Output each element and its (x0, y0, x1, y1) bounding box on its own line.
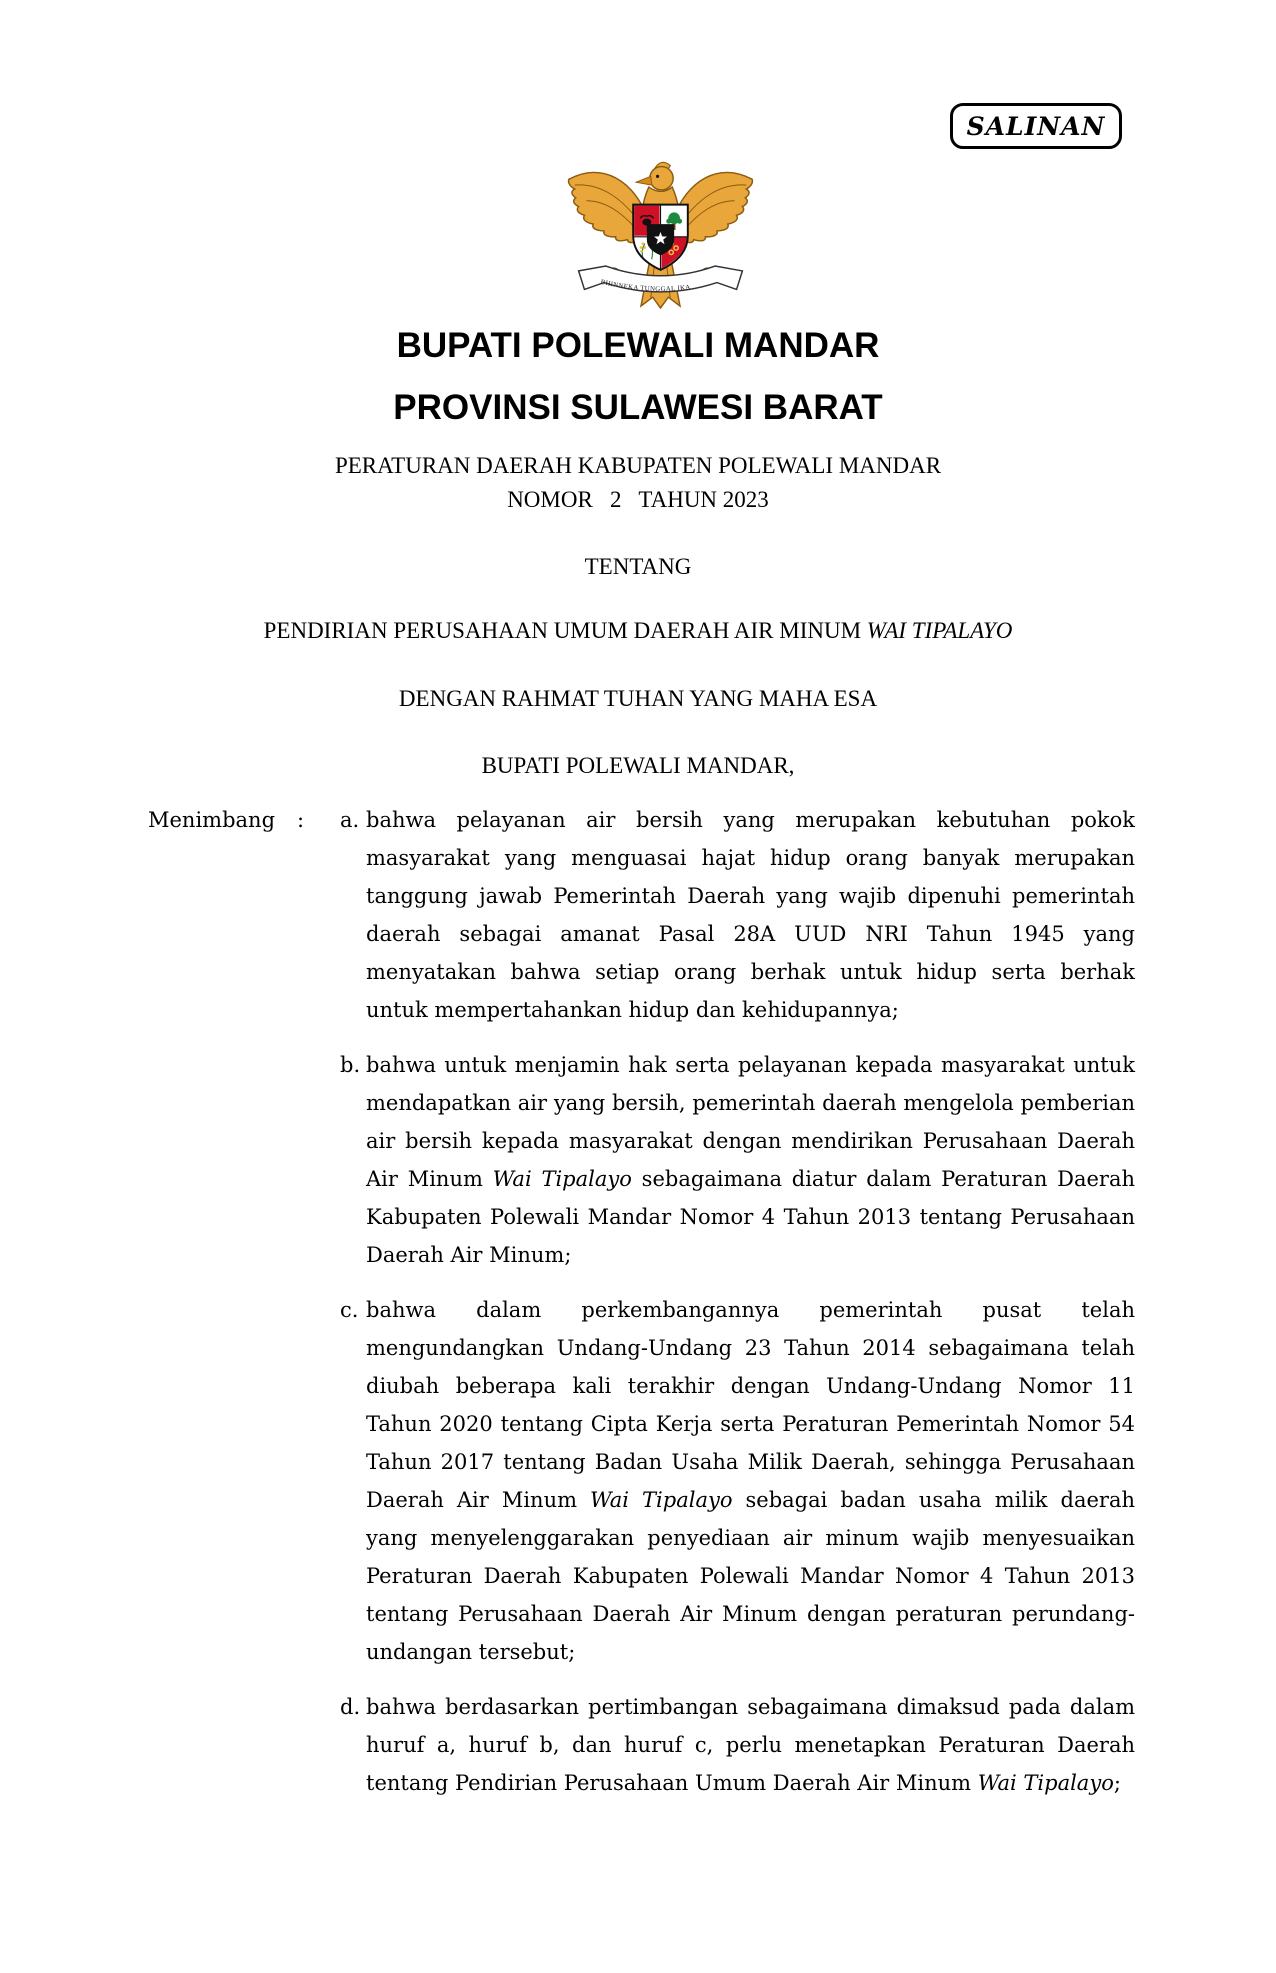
invocation-line: DENGAN RAHMAT TUHAN YANG MAHA ESA (398, 686, 878, 711)
motto-text: BHINNEKA TUNGGAL IKA (599, 278, 692, 293)
consideration-item (340, 1046, 1135, 1274)
regulation-subject (0, 617, 1276, 645)
subject-name-italic: WAI TIPALAYO (866, 618, 1013, 643)
tentang-label: TENTANG (584, 554, 692, 579)
item-letter: a. (340, 808, 360, 832)
considerations-items (340, 801, 1135, 1802)
header-bupati: BUPATI POLEWALI MANDAR (396, 326, 880, 365)
item-text: bahwa pelayanan air bersih yang merupakan kebutuhan pokok masyarakat yang menguasai hajat hidup orang banyak merupakan tanggung jawab Pemerintah Daerah yang wajib dipenuhi pemerintah daerah sebagai amanat Pasal 28A UUD NRI Tahun 1945 yang menyatakan bahwa setiap orang berhak untuk hidup serta berhak untuk mempertahankan hidup dan kehidupannya; (366, 808, 1135, 1022)
item-letter: b. (340, 1053, 361, 1077)
item-text: bahwa dalam perkembangannya pemerintah pusat telah mengundangkan Undang-Undang 23 Tahun 2014 sebagaimana telah diubah beberapa kali terakhir dengan Undang-Undang Nomor 11 Tahun 2020 tentang Cipta Kerja serta Peraturan Pemerintah Nomor 54 Tahun 2017 tentang Badan Usaha Milik Daerah, sehingga Perusahaan Daerah Air Minum Wai Tipalayo sebagai badan usaha milik daerah yang menyelenggarakan penyediaan air minum wajib menyesuaikan Peraturan Daerah Kabupaten Polewali Mandar Nomor 4 Tahun 2013 tentang Perusahaan Daerah Air Minum dengan peraturan perundang-undangan tersebut; (366, 1298, 1135, 1664)
regulation-title: PERATURAN DAERAH KABUPATEN POLEWALI MANDAR (334, 453, 942, 478)
menimbang-label: Menimbang (148, 808, 276, 832)
consideration-item (340, 1291, 1135, 1671)
item-text: bahwa untuk menjamin hak serta pelayanan kepada masyarakat untuk mendapatkan air yang bersih, pemerintah daerah mengelola pemberian air bersih kepada masyarakat dengan mendirikan Perusahaan Daerah Air Minum Wai Tipalayo sebagaimana diatur dalam Peraturan Daerah Kabupaten Polewali Mandar Nomor 4 Tahun 2013 tentang Perusahaan Daerah Air Minum; (366, 1053, 1136, 1267)
consideration-item (340, 1688, 1135, 1802)
considerations-section (148, 801, 1135, 1802)
subject-prefix: PENDIRIAN PERUSAHAAN UMUM DAERAH AIR MINUM (263, 618, 867, 643)
authority-line: BUPATI POLEWALI MANDAR, (481, 753, 795, 778)
item-text: bahwa berdasarkan pertimbangan sebagaimana dimaksud pada dalam huruf a, huruf b, dan huruf c, perlu menetapkan Peraturan Daerah tentang Pendirian Perusahaan Umum Daerah Air Minum Wai Tipalayo; (366, 1695, 1135, 1795)
salinan-stamp-badge (950, 103, 1122, 149)
salinan-label: SALINAN (966, 111, 1106, 141)
garuda-pancasila-emblem (563, 140, 758, 316)
menimbang-colon: : (297, 808, 305, 832)
consideration-item (340, 801, 1135, 1029)
item-letter: c. (340, 1298, 359, 1322)
item-letter: d. (340, 1695, 361, 1719)
pancasila-shield (633, 205, 688, 270)
regulation-number: NOMOR 2 TAHUN 2023 (507, 487, 769, 512)
header-provinsi: PROVINSI SULAWESI BARAT (393, 388, 883, 427)
